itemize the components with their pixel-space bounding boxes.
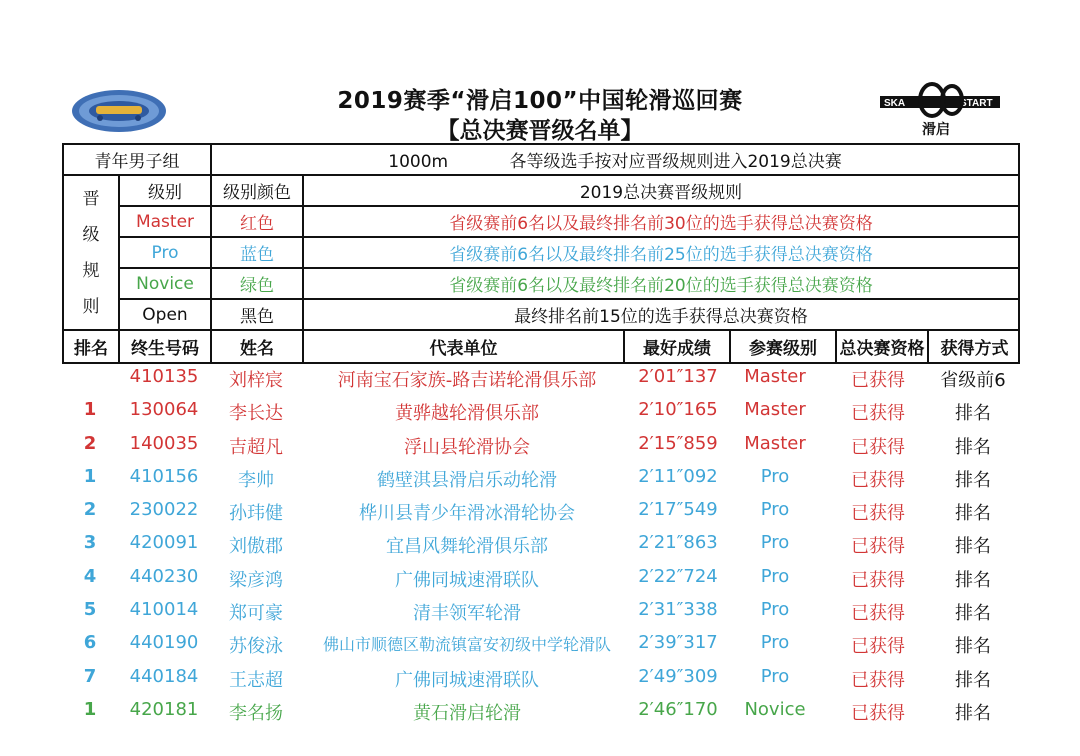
table-row: 6 440190 苏俊泳 佛山市顺德区勒流镇富安初级中学轮滑队 2′39″317 Pro 已获得 排名 (83, 632, 991, 658)
col-best: 最好成绩 (624, 331, 730, 362)
table-row: 2 140035 吉超凡 浮山县轮滑协会 2′15″859 Master 已获得 排名 (83, 432, 991, 458)
info-row (63, 144, 1019, 175)
huaqi-100-logo-icon (880, 80, 1000, 138)
logo-text-left: SKA (884, 98, 906, 109)
rules-header-rule: 2019总决赛晋级规则 (303, 175, 1019, 206)
table-row: 1 420181 李名扬 黄石滑启轮滑 2′46″170 Novice 已获得 排名 (83, 698, 991, 724)
col-id: 终生号码 (119, 330, 211, 363)
col-qual: 总决赛资格 (836, 331, 928, 362)
table-row: 3 420091 刘傲郡 宜昌风舞轮滑俱乐部 2′21″863 Pro 已获得 排名 (83, 532, 991, 558)
col-group (303, 330, 1019, 363)
col-name: 姓名 (211, 330, 303, 363)
col-level: 参赛级别 (730, 331, 836, 362)
distance-cell (211, 144, 1019, 175)
document-header (0, 78, 1080, 144)
rule-row-novice: Novice 绿色 省级赛前6名以及最终排名前20位的选手获得总决赛资格 (63, 268, 1019, 299)
table-row: 410135 刘梓宸 河南宝石家族-路吉诺轮滑俱乐部 2′01″137 Master 已获得 省级前6 (129, 366, 1006, 391)
rules-header-color: 级别颜色 (211, 175, 303, 206)
rules-side-label: 晋 级 规 则 (63, 175, 119, 330)
col-rank: 排名 (63, 330, 119, 363)
table-row: 5 410014 郑可豪 清丰领军轮滑 2′31″338 Pro 已获得 排名 (83, 599, 991, 625)
rule-row-pro: Pro 蓝色 省级赛前6名以及最终排名前25位的选手获得总决赛资格 (63, 237, 1019, 268)
table-row: 1 130064 李长达 黄骅越轮滑俱乐部 2′10″165 Master 已获得 排名 (83, 399, 991, 425)
results-header-row (63, 330, 1019, 363)
rule-note-text: 各等级选手按对应晋级规则进入2019总决赛 (509, 152, 842, 172)
table-row: 2 230022 孙玮健 桦川县青少年滑冰滑轮协会 2′17″549 Pro 已获得 排名 (83, 499, 991, 525)
rule-row-master: Master 红色 省级赛前6名以及最终排名前30位的选手获得总决赛资格 (63, 206, 1019, 237)
table-row: 1 410156 李帅 鹤壁淇县滑启乐动轮滑 2′11″092 Pro 已获得 排名 (83, 465, 991, 491)
logo-text-right: START (960, 98, 993, 109)
logo-text-cn: 滑启 (922, 122, 950, 138)
rules-header-level: 级别 (119, 175, 211, 206)
group-cell: 青年男子组 (63, 144, 211, 175)
results-list (62, 362, 1018, 728)
distance-text: 1000m (388, 152, 449, 172)
table-row: 7 440184 王志超 广佛同城速滑联队 2′49″309 Pro 已获得 排名 (83, 665, 991, 691)
rule-row-open: Open 黑色 最终排名前15位的选手获得总决赛资格 (63, 299, 1019, 330)
page-title: 2019赛季“滑启100”中国轮滑巡回赛 (337, 88, 743, 114)
col-unit: 代表单位 (304, 331, 624, 362)
rules-header-row (63, 175, 1019, 206)
rules-table (62, 143, 1020, 364)
page-subtitle: 【总决赛晋级名单】 (436, 118, 644, 144)
table-row: 4 440230 梁彦鸿 广佛同城速滑联队 2′22″724 Pro 已获得 排名 (83, 565, 991, 591)
col-way: 获得方式 (940, 339, 1009, 359)
